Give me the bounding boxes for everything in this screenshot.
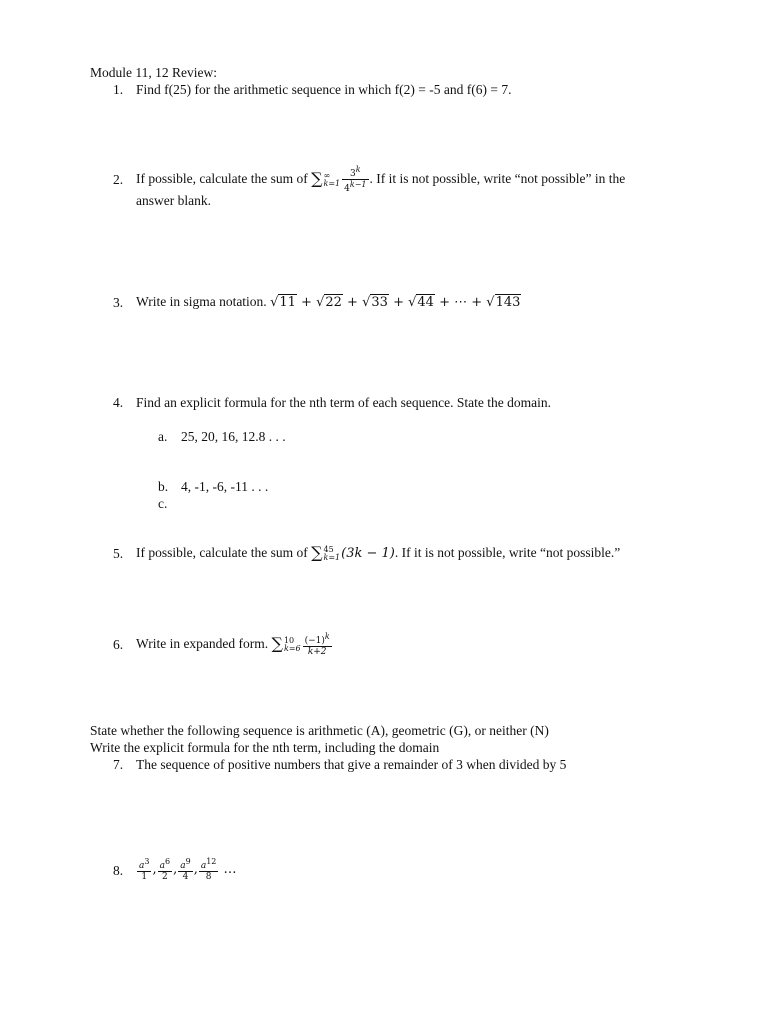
question-3-text [136, 292, 521, 313]
question-3-prompt: Write in sigma notation. [136, 294, 267, 309]
question-4b-label: b. [158, 479, 169, 494]
numerator-exponent: k [355, 165, 361, 174]
question-2-suffix: . If it is not possible, write “not possible” in the [369, 171, 626, 186]
sigma-symbol: ∑ [311, 543, 323, 562]
instructions-line-2: Write the explicit formula for the nth term, including the domain [90, 740, 440, 755]
radicand: 33 [371, 295, 388, 310]
fraction-numerator: 3 [350, 169, 356, 179]
question-5-sum-expression [311, 543, 395, 562]
sigma-symbol: ∑ [311, 169, 323, 188]
sequence-term [137, 857, 151, 882]
question-4-number: 4. [113, 395, 124, 410]
fraction-numerator: (−1) [304, 636, 325, 646]
question-2-text [136, 164, 625, 195]
radicand: 44 [417, 295, 434, 310]
question-4b-sequence: 4, -1, -6, -11 . . . [181, 479, 269, 494]
question-3-number: 3. [113, 295, 124, 310]
term-denominator: 2 [161, 872, 168, 882]
radicand: 22 [325, 295, 342, 310]
question-4-text: Find an explicit formula for the nth term of each sequence. State the domain. [136, 395, 551, 410]
term-denominator: 8 [205, 872, 212, 882]
term-denominator: 1 [141, 872, 148, 882]
question-2-line-2: answer blank. [136, 193, 211, 208]
numerator-exponent: k [324, 632, 330, 641]
term-exponent: 3 [144, 857, 150, 866]
series-ellipsis: ⋯ [454, 295, 468, 310]
sum-fraction [303, 632, 332, 657]
sum-fraction [342, 165, 368, 194]
question-4c-label: c. [158, 496, 168, 511]
question-2-prefix: If possible, calculate the sum of [136, 171, 308, 186]
radical-term: √11 [270, 295, 296, 310]
radicand: 11 [279, 295, 296, 310]
question-5-number: 5. [113, 546, 124, 561]
denominator-exponent: k−1 [349, 180, 367, 189]
sum-limits [284, 637, 301, 653]
question-6-sum-expression [271, 632, 333, 657]
sequence-term [199, 857, 219, 882]
sigma-symbol: ∑ [271, 634, 283, 653]
question-6-prompt: Write in expanded form. [136, 636, 269, 651]
radicand: 143 [495, 295, 521, 310]
sum-limits [324, 546, 341, 562]
question-3-radical-series: √11 + √22 + √33 + √44 + ⋯ + √143 [270, 295, 521, 310]
fraction-denominator: k+2 [307, 647, 327, 657]
question-4a-label: a. [158, 429, 168, 444]
term-base: a [200, 861, 207, 871]
sum-limits [324, 172, 341, 188]
radical-term: √22 [316, 295, 342, 310]
summand-expression: (3k − 1) [341, 546, 395, 561]
term-exponent: 9 [185, 857, 191, 866]
instructions-line-1: State whether the following sequence is arithmetic (A), geometric (G), or neither (N) [90, 723, 549, 738]
question-2-number: 2. [113, 172, 124, 187]
question-7-text: The sequence of positive numbers that give a remainder of 3 when divided by 5 [136, 757, 567, 772]
worksheet-header: Module 11, 12 Review: [90, 65, 217, 80]
sequence-term [158, 857, 172, 882]
question-6-number: 6. [113, 637, 124, 652]
term-base: a [139, 861, 145, 871]
term-exponent: 12 [206, 857, 217, 866]
sum-upper-limit: ∞ [323, 170, 331, 180]
sum-lower-limit: k=1 [323, 178, 341, 188]
fraction-denominator: 4 [344, 184, 350, 194]
question-4a-sequence: 25, 20, 16, 12.8 . . . [181, 429, 286, 444]
sequence-ellipsis: … [223, 862, 237, 877]
sum-upper-limit: 45 [323, 544, 334, 554]
sum-lower-limit: k=6 [283, 643, 301, 653]
question-2-sum-expression [311, 165, 369, 194]
question-8-number: 8. [113, 863, 124, 878]
question-1-number: 1. [113, 82, 124, 97]
radical-term: √44 [408, 295, 434, 310]
question-8-sequence: $\frac{a^3}{1}$ , $\frac{a^6}{2}$ , $\frac{a^9}{4}$ , $\frac{a^{12}}{8}$ … [139, 857, 237, 882]
question-6-text [136, 626, 333, 663]
term-base: a [180, 861, 186, 871]
radical-term: √33 [362, 295, 388, 310]
sum-lower-limit: k=1 [323, 552, 341, 562]
sum-upper-limit: 10 [283, 635, 295, 645]
radical-term: √143 [486, 295, 521, 310]
question-5-prefix: If possible, calculate the sum of [136, 545, 308, 560]
question-1-text: Find f(25) for the arithmetic sequence in which f(2) = -5 and f(6) = 7. [136, 82, 512, 97]
question-7-number: 7. [113, 757, 124, 772]
question-5-suffix: . If it is not possible, write “not possible.” [394, 545, 621, 560]
sequence-term [178, 857, 192, 882]
term-exponent: 6 [164, 857, 171, 866]
term-denominator: 4 [182, 872, 189, 882]
term-base: a [159, 861, 165, 871]
question-5-text [136, 541, 620, 566]
